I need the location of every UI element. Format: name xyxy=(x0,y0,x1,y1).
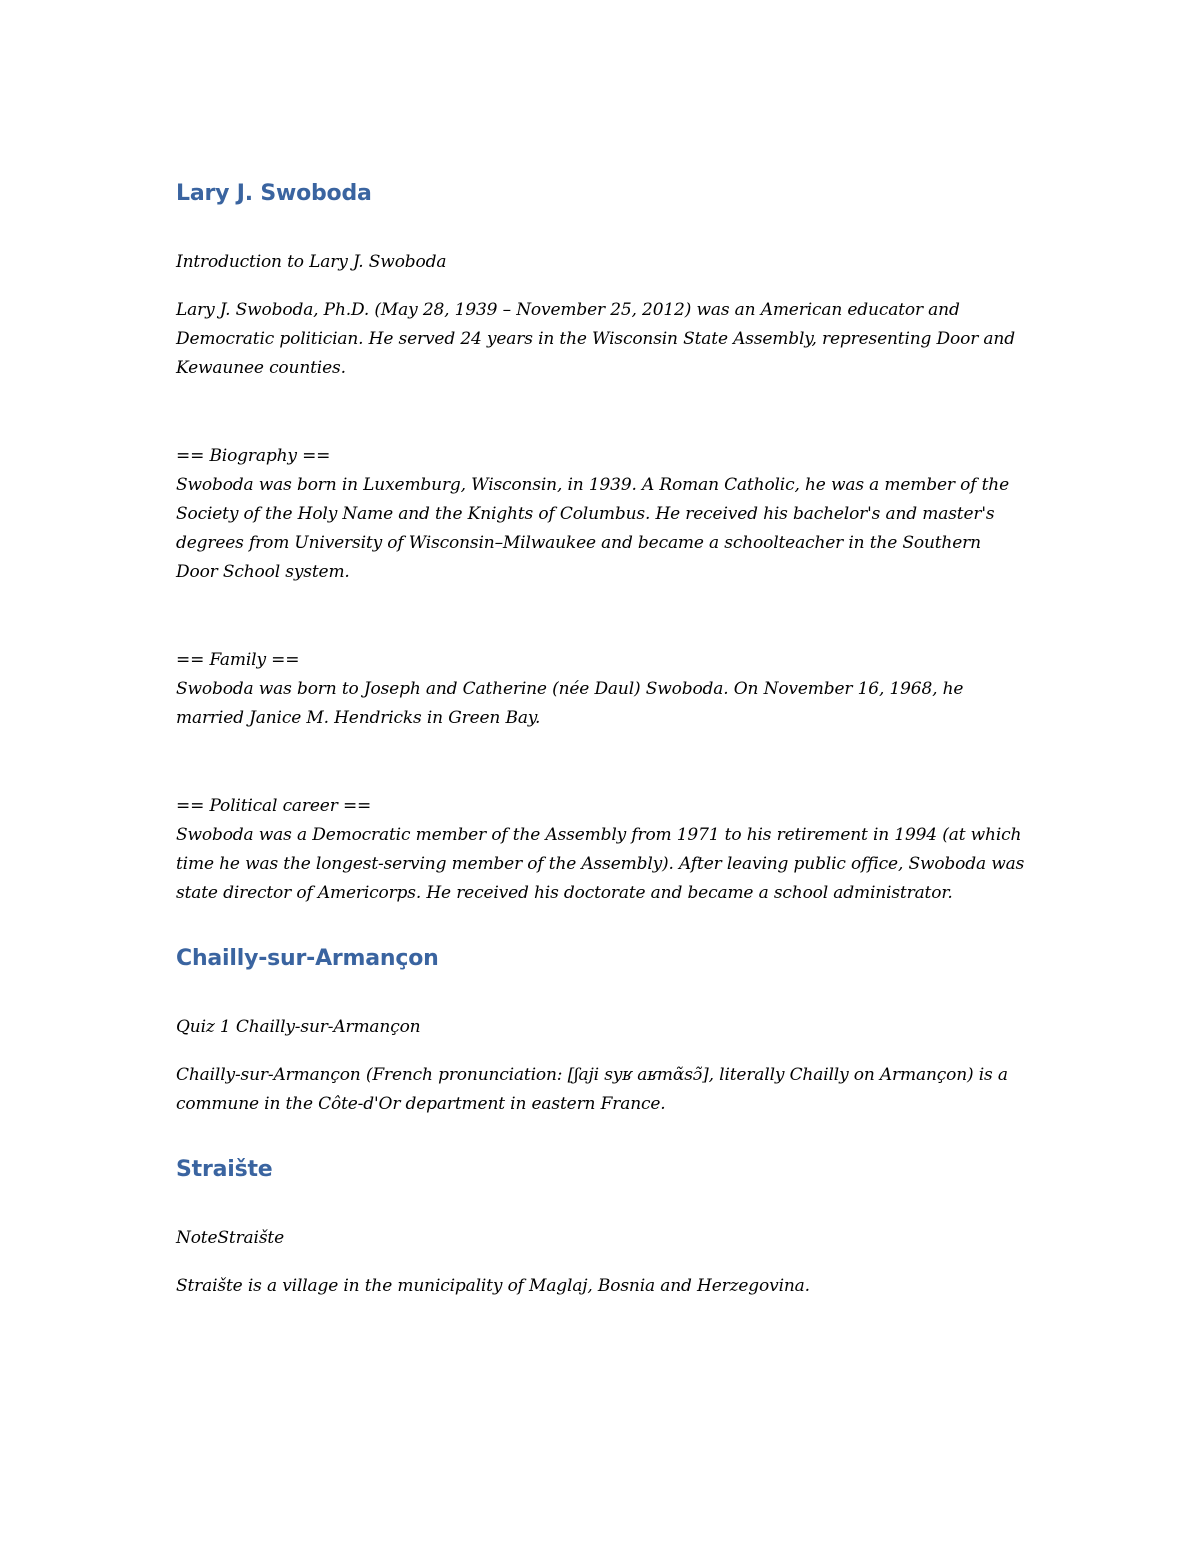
article-subtitle: Quiz 1 Chailly-sur-Armançon xyxy=(176,1017,421,1037)
article-intro: Lary J. Swoboda, Ph.D. (May 28, 1939 – November 25, 2012) was an American educator and Democratic politician. He served 24 years in the Wisconsin State Assembly, representing Door and Kewaunee counties. xyxy=(176,300,1015,378)
section-text: Swoboda was born in Luxemburg, Wisconsin, in 1939. A Roman Catholic, he was a member of the Society of the Holy Name and the Knights of Columbus. He received his bachelor's and master's degrees from University of Wisconsin–Milwaukee and became a schoolteacher in the Southern Door School system. xyxy=(176,475,1009,582)
section-text: Swoboda was a Democratic member of the Assembly from 1971 to his retirement in 1994 (at which time he was the longest-serving member of the Assembly). After leaving public office, Swoboda was state director of Americorps. He received his doctorate and became a school administrator. xyxy=(176,825,1025,903)
section-biography xyxy=(176,442,1026,587)
article-intro: Straište is a village in the municipality of Maglaj, Bosnia and Herzegovina. xyxy=(176,1276,810,1296)
article-title: Straište xyxy=(176,1157,273,1182)
section-political-career xyxy=(176,792,1026,908)
article-straiste xyxy=(176,1154,1026,1301)
section-family xyxy=(176,646,1026,733)
article-subtitle: NoteStraište xyxy=(176,1228,284,1248)
article-chailly xyxy=(176,943,1026,1119)
section-label: == Family == xyxy=(176,650,300,670)
section-label: == Biography == xyxy=(176,446,331,466)
article-intro: Chailly-sur-Armançon (French pronunciation: [ʃaji syʁ aʁmɑ̃sɔ̃], literally Chailly on Armançon) is a commune in the Côte-d'Or department in eastern France. xyxy=(176,1065,1008,1114)
section-text: Swoboda was born to Joseph and Catherine (née Daul) Swoboda. On November 16, 1968, he married Janice M. Hendricks in Green Bay. xyxy=(176,679,964,728)
article-subtitle: Introduction to Lary J. Swoboda xyxy=(176,252,447,272)
article-title: Lary J. Swoboda xyxy=(176,181,372,206)
section-label: == Political career == xyxy=(176,796,372,816)
article-swoboda xyxy=(176,178,1026,908)
document-content xyxy=(176,178,1026,1301)
article-title: Chailly-sur-Armançon xyxy=(176,946,439,971)
